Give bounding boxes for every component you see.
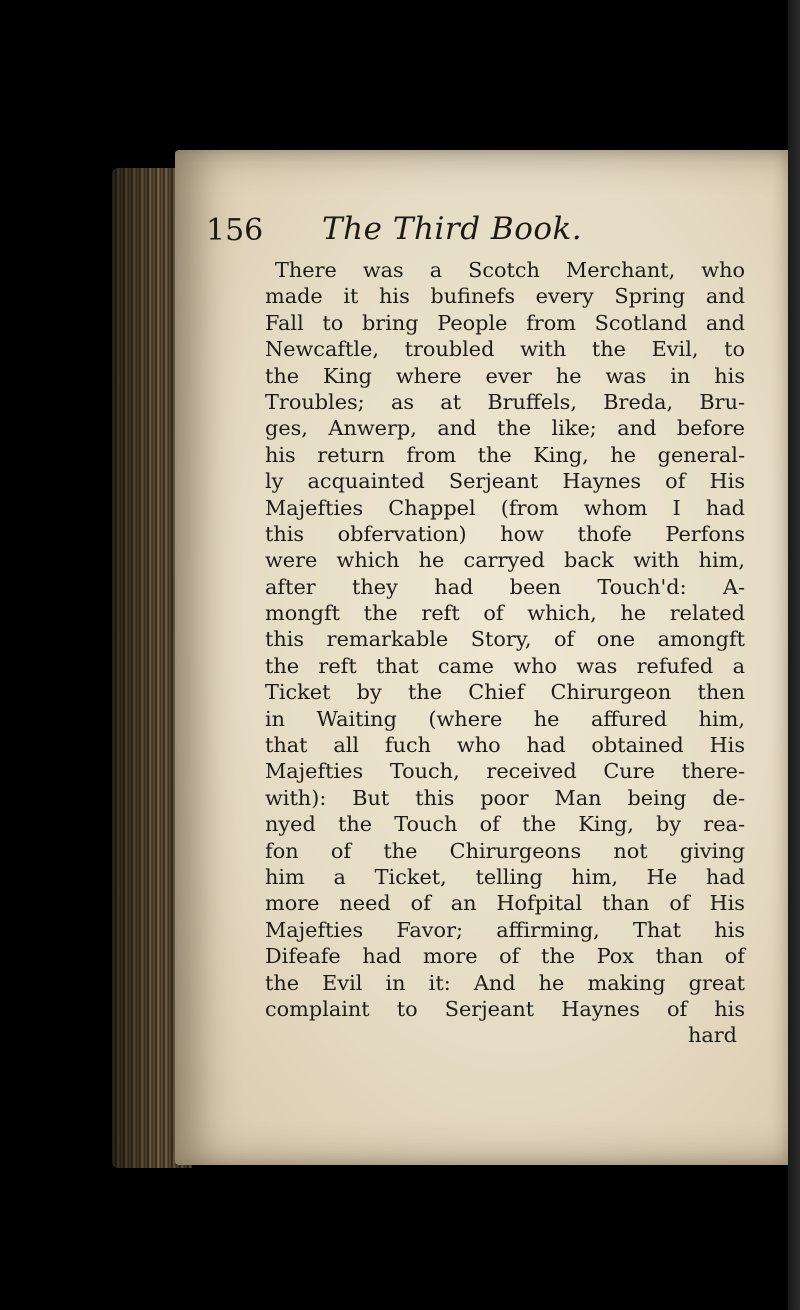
- text-line: Majefties Touch, received Cure there-: [265, 759, 745, 784]
- text-line: Fall to bring People from Scotland and: [265, 310, 745, 335]
- text-line: after they had been Touch'd: A-: [265, 574, 745, 599]
- text-line: the reft that came who was refufed a: [265, 653, 745, 678]
- text-line: were which he carryed back with him,: [265, 548, 745, 573]
- text-line: nyed the Touch of the King, by rea-: [265, 812, 745, 837]
- text-line: Majefties Chappel (from whom I had: [265, 495, 745, 520]
- text-line: Majefties Favor; affirming, That his: [265, 917, 745, 942]
- page-number: 156: [206, 213, 264, 248]
- text-line: Difeafe had more of the Pox than of: [265, 944, 745, 969]
- text-line: him a Ticket, telling him, He had: [265, 864, 745, 889]
- text-line: ges, Anwerp, and the like; and before: [265, 416, 745, 441]
- catchword: hard: [687, 1023, 737, 1048]
- text-line: Troubles; as at Bruffels, Breda, Bru-: [265, 389, 745, 414]
- text-line: that all fuch who had obtained His: [265, 733, 745, 758]
- text-line: this remarkable Story, of one amongft: [265, 627, 745, 652]
- text-line: the Evil in it: And he making great: [265, 970, 745, 995]
- text-line: his return from the King, he general-: [265, 442, 745, 467]
- text-line: There was a Scotch Merchant, who: [275, 258, 745, 282]
- text-line: Newcaftle, troubled with the Evil, to: [265, 337, 745, 362]
- text-line: this obfervation) how thofe Perfons: [265, 521, 745, 546]
- text-line: with): But this poor Man being de-: [265, 785, 745, 810]
- running-title: The Third Book.: [322, 211, 583, 247]
- text-line: mongft the reft of which, he related: [265, 601, 745, 626]
- text-line: more need of an Hofpital than of His: [265, 891, 745, 916]
- body-text: [265, 257, 745, 1049]
- text-line: made it his bufinefs every Spring and: [265, 284, 745, 309]
- text-line: in Waiting (where he affured him,: [265, 706, 745, 731]
- text-line: complaint to Serjeant Haynes of his: [265, 996, 745, 1021]
- page-edge-shadow: [788, 0, 800, 1310]
- text-line: Ticket by the Chief Chirurgeon then: [265, 680, 745, 705]
- text-line: the King where ever he was in his: [265, 363, 745, 388]
- text-line: fon of the Chirurgeons not giving: [265, 838, 745, 863]
- page-header: [0, 205, 800, 255]
- text-line: ly acquainted Serjeant Haynes of His: [265, 469, 745, 494]
